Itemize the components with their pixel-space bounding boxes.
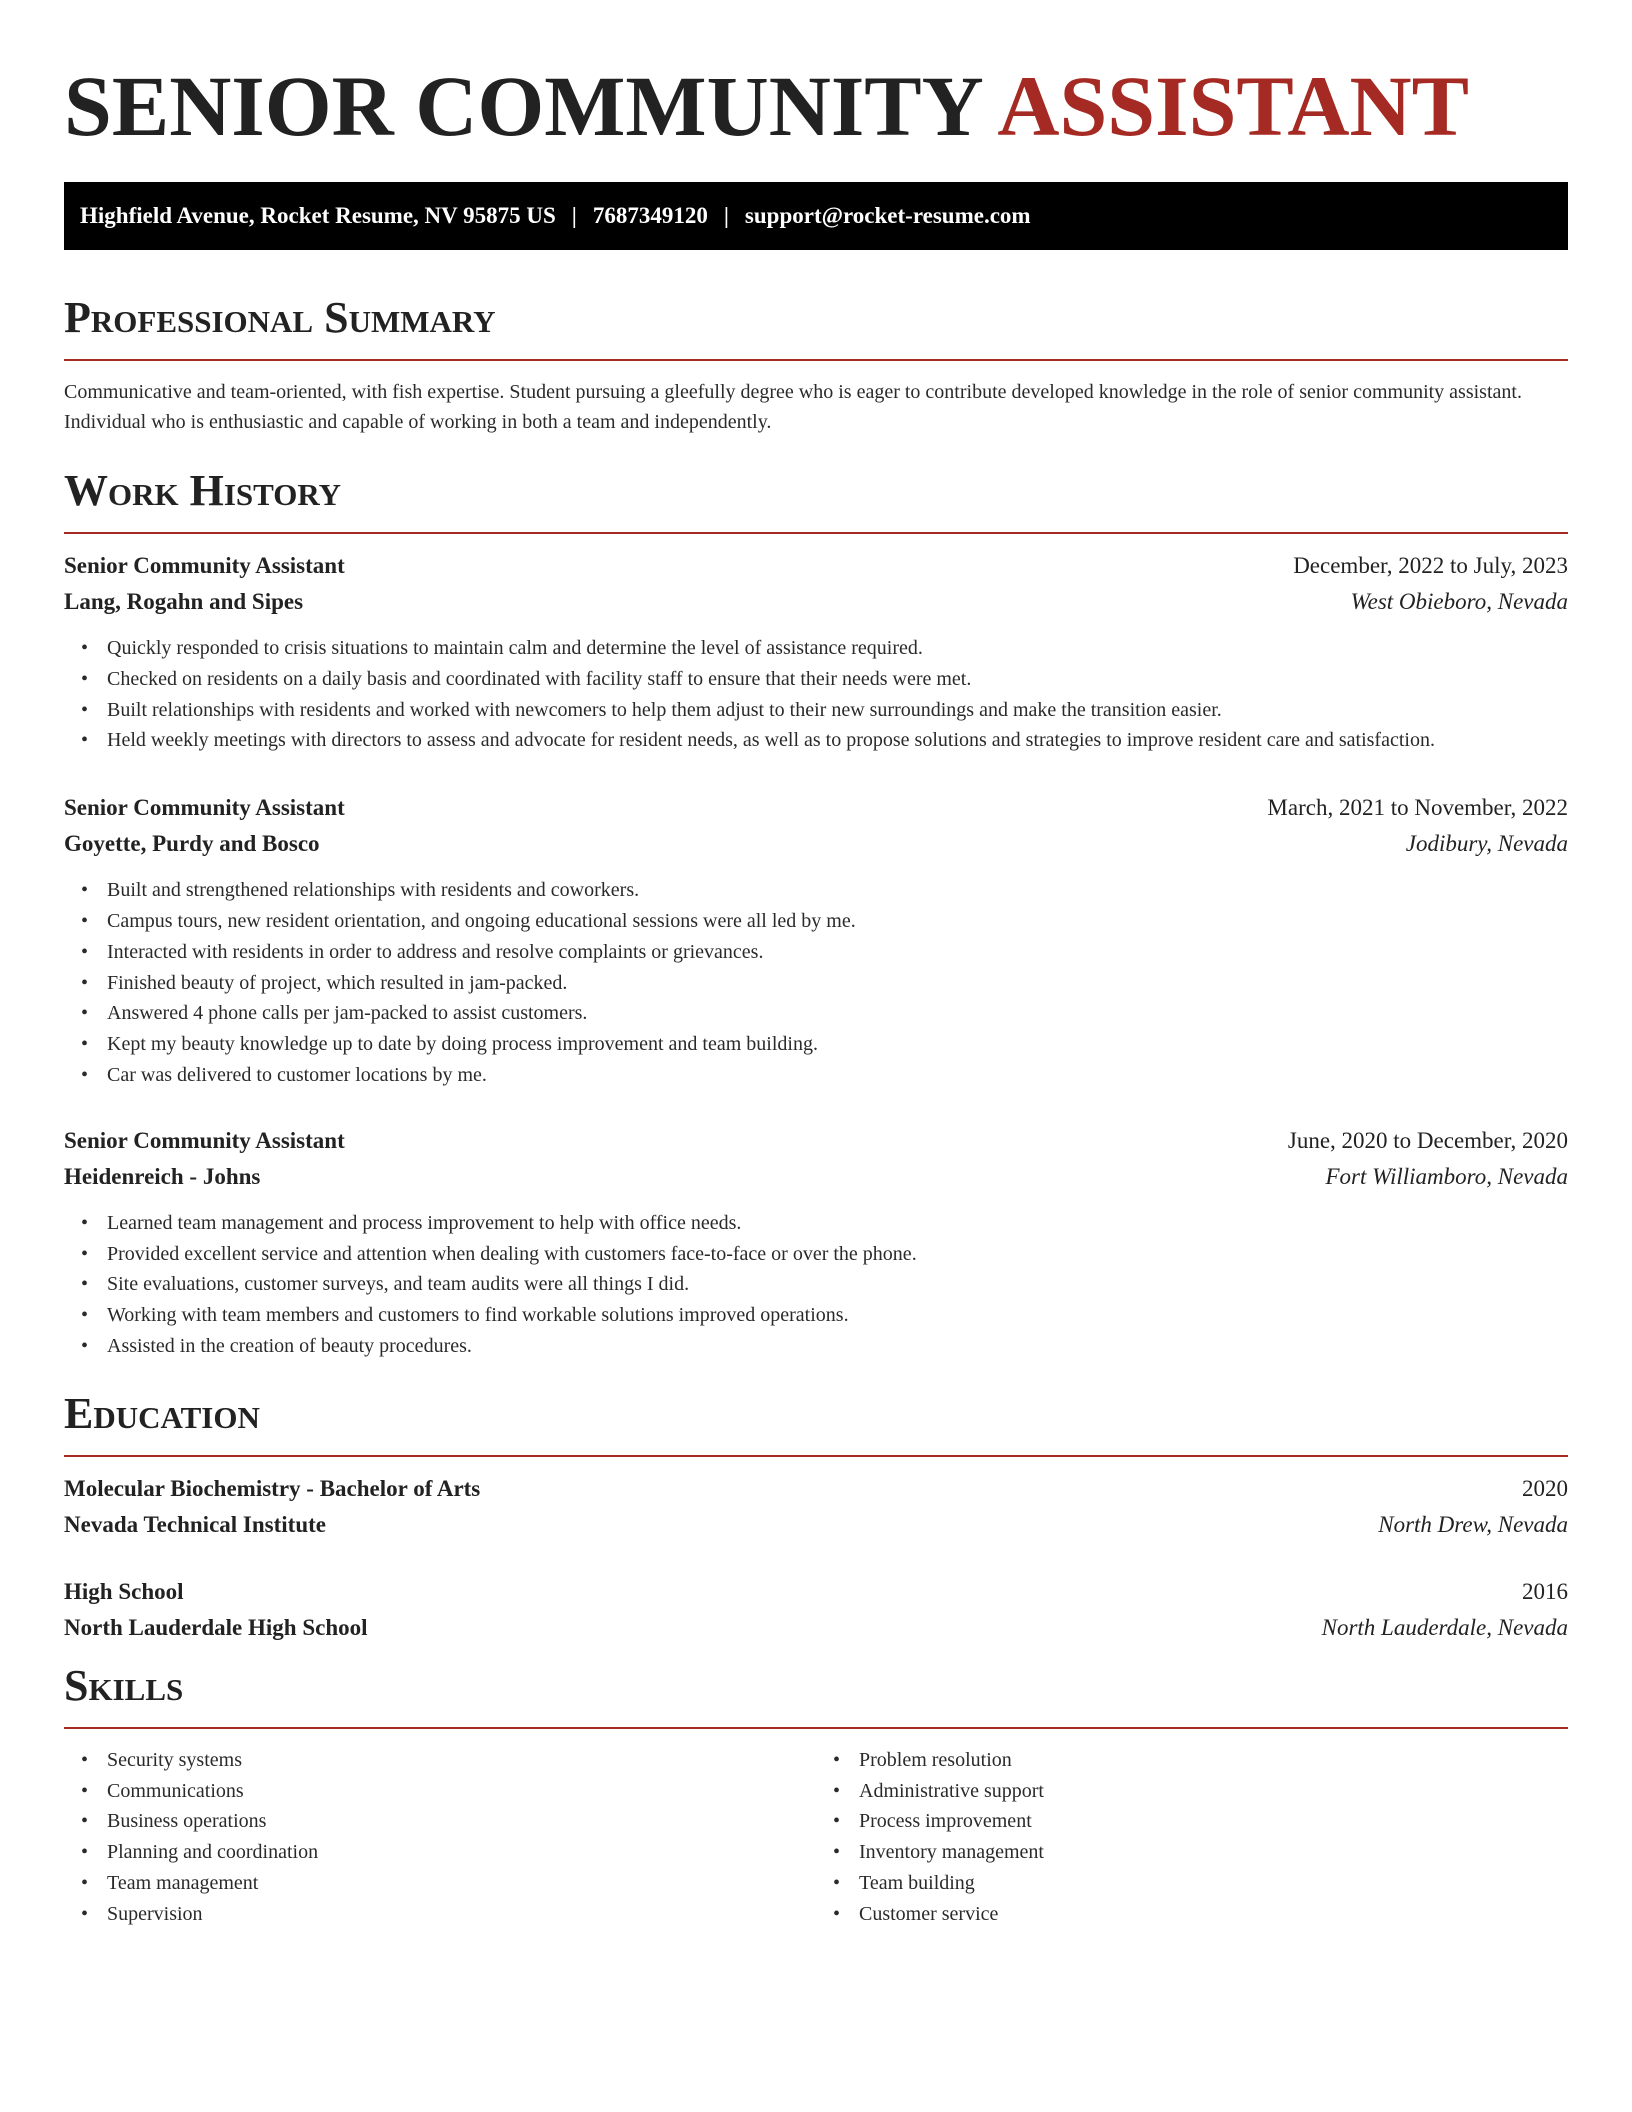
section-heading-work: Work History: [64, 466, 342, 515]
contact-phone: 7687349120: [592, 203, 708, 228]
duty-item: • Finished beauty of project, which resulted in jam-packed.: [107, 968, 1568, 999]
contact-separator: |: [723, 203, 729, 228]
skill-item: • Communications: [107, 1776, 816, 1807]
skill-item: • Administrative support: [859, 1776, 1568, 1807]
skill-item: • Inventory management: [859, 1837, 1568, 1868]
duty-item: • Provided excellent service and attention when dealing with customers face-to-face or over the phone.: [107, 1239, 1568, 1270]
job-entry: [64, 1123, 1568, 1362]
duty-item: • Built relationships with residents and worked with newcomers to help them adjust to their new surroundings and make the transition easier.: [107, 695, 1568, 726]
skill-item: • Team management: [107, 1868, 816, 1899]
job-entry: [64, 548, 1568, 756]
education-school-row: [64, 1610, 1568, 1646]
skill-item: • Supervision: [107, 1899, 816, 1930]
duty-item: • Interacted with residents in order to address and resolve complaints or grievances.: [107, 937, 1568, 968]
duty-item: • Checked on residents on a daily basis and coordinated with facility staff to ensure that their needs were met.: [107, 664, 1568, 695]
job-location: Jodibury, Nevada: [1405, 831, 1568, 857]
education-school: Nevada Technical Institute: [64, 1511, 326, 1537]
skill-item: • Security systems: [107, 1745, 816, 1776]
summary-text: Communicative and team-oriented, with fish expertise. Student pursuing a gleefully degree who is eager to contribute developed knowledge in the role of senior community assistant. Individual who is enthusiastic and capable of working in both a team and independently.: [64, 381, 1522, 433]
job-company-row: [64, 584, 1568, 620]
education-location: North Lauderdale, Nevada: [1321, 1614, 1568, 1640]
job-dates: June, 2020 to December, 2020: [1287, 1127, 1568, 1153]
skill-item: • Problem resolution: [859, 1745, 1568, 1776]
job-company: Goyette, Purdy and Bosco: [64, 831, 320, 857]
duty-item: • Built and strengthened relationships with residents and coworkers.: [107, 875, 1568, 906]
education-degree: High School: [64, 1578, 184, 1604]
job-location: Fort Williamboro, Nevada: [1325, 1163, 1568, 1189]
skills-section: [64, 1662, 1568, 1930]
title-main: SENIOR COMMUNITY: [64, 58, 981, 154]
duty-item: • Held weekly meetings with directors to assess and advocate for resident needs, as well as to propose solutions and strategies to improve resident care and satisfaction.: [107, 725, 1568, 756]
education-section: [64, 1390, 1568, 1646]
section-divider: [64, 532, 1568, 534]
education-entry: [64, 1471, 1568, 1543]
job-location: West Obieboro, Nevada: [1350, 589, 1568, 614]
title-accent: ASSISTANT: [997, 58, 1469, 154]
education-header-row: [64, 1471, 1568, 1507]
job-duties: [64, 633, 1568, 756]
duty-item: • Site evaluations, customer surveys, and team audits were all things I did.: [107, 1269, 1568, 1300]
duty-item: • Campus tours, new resident orientation, and ongoing educational sessions were all led by me.: [107, 906, 1568, 937]
skills-list-right: [816, 1745, 1568, 1930]
contact-email: support@rocket-resume.com: [744, 203, 1031, 228]
duty-item: • Car was delivered to customer locations by me.: [107, 1060, 1568, 1091]
skill-item: • Team building: [859, 1868, 1568, 1899]
education-degree: Molecular Biochemistry - Bachelor of Arts: [64, 1475, 481, 1501]
skills-list-left: [64, 1745, 816, 1930]
job-header-row: [64, 1123, 1568, 1159]
job-title: Senior Community Assistant: [64, 553, 345, 578]
job-header-row: [64, 790, 1568, 826]
skill-item: • Planning and coordination: [107, 1837, 816, 1868]
job-dates: December, 2022 to July, 2023: [1293, 553, 1568, 578]
education-year: 2020: [1522, 1475, 1568, 1501]
work-history-section: [64, 467, 1568, 1362]
skill-item: • Customer service: [859, 1899, 1568, 1930]
skills-columns: [64, 1745, 1568, 1930]
job-dates: March, 2021 to November, 2022: [1267, 795, 1568, 821]
duty-item: • Quickly responded to crisis situations to maintain calm and determine the level of assistance required.: [107, 633, 1568, 664]
education-location: North Drew, Nevada: [1378, 1511, 1568, 1537]
duty-item: • Assisted in the creation of beauty procedures.: [107, 1331, 1568, 1362]
contact-address: Highfield Avenue, Rocket Resume, NV 95875 US: [80, 203, 556, 228]
job-company-row: [64, 1159, 1568, 1195]
job-entry: [64, 790, 1568, 1091]
summary-section: [64, 294, 1568, 437]
section-heading-skills: Skills: [64, 1660, 184, 1710]
section-divider: [64, 1455, 1568, 1457]
resume-title: [64, 56, 1568, 156]
education-header-row: [64, 1574, 1568, 1610]
skill-item: • Business operations: [107, 1806, 816, 1837]
section-divider: [64, 359, 1568, 361]
duty-item: • Working with team members and customers to find workable solutions improved operations.: [107, 1300, 1568, 1331]
section-heading-summary: Professional Summary: [64, 293, 496, 342]
duty-item: • Learned team management and process improvement to help with office needs.: [107, 1208, 1568, 1239]
job-company-row: [64, 826, 1568, 862]
section-divider: [64, 1727, 1568, 1729]
education-year: 2016: [1522, 1578, 1568, 1604]
contact-bar: [64, 182, 1568, 250]
job-title: Senior Community Assistant: [64, 1127, 345, 1153]
job-company: Lang, Rogahn and Sipes: [64, 589, 304, 614]
duty-item: • Kept my beauty knowledge up to date by doing process improvement and team building.: [107, 1029, 1568, 1060]
job-duties: [64, 1208, 1568, 1362]
contact-separator: |: [571, 203, 577, 228]
education-school-row: [64, 1507, 1568, 1543]
job-title: Senior Community Assistant: [64, 795, 345, 821]
duty-item: • Answered 4 phone calls per jam-packed to assist customers.: [107, 998, 1568, 1029]
job-header-row: [64, 548, 1568, 584]
job-duties: [64, 875, 1568, 1091]
education-school: North Lauderdale High School: [64, 1614, 368, 1640]
section-heading-education: Education: [64, 1388, 260, 1438]
education-entry: [64, 1574, 1568, 1646]
job-company: Heidenreich - Johns: [64, 1163, 261, 1189]
skill-item: • Process improvement: [859, 1806, 1568, 1837]
